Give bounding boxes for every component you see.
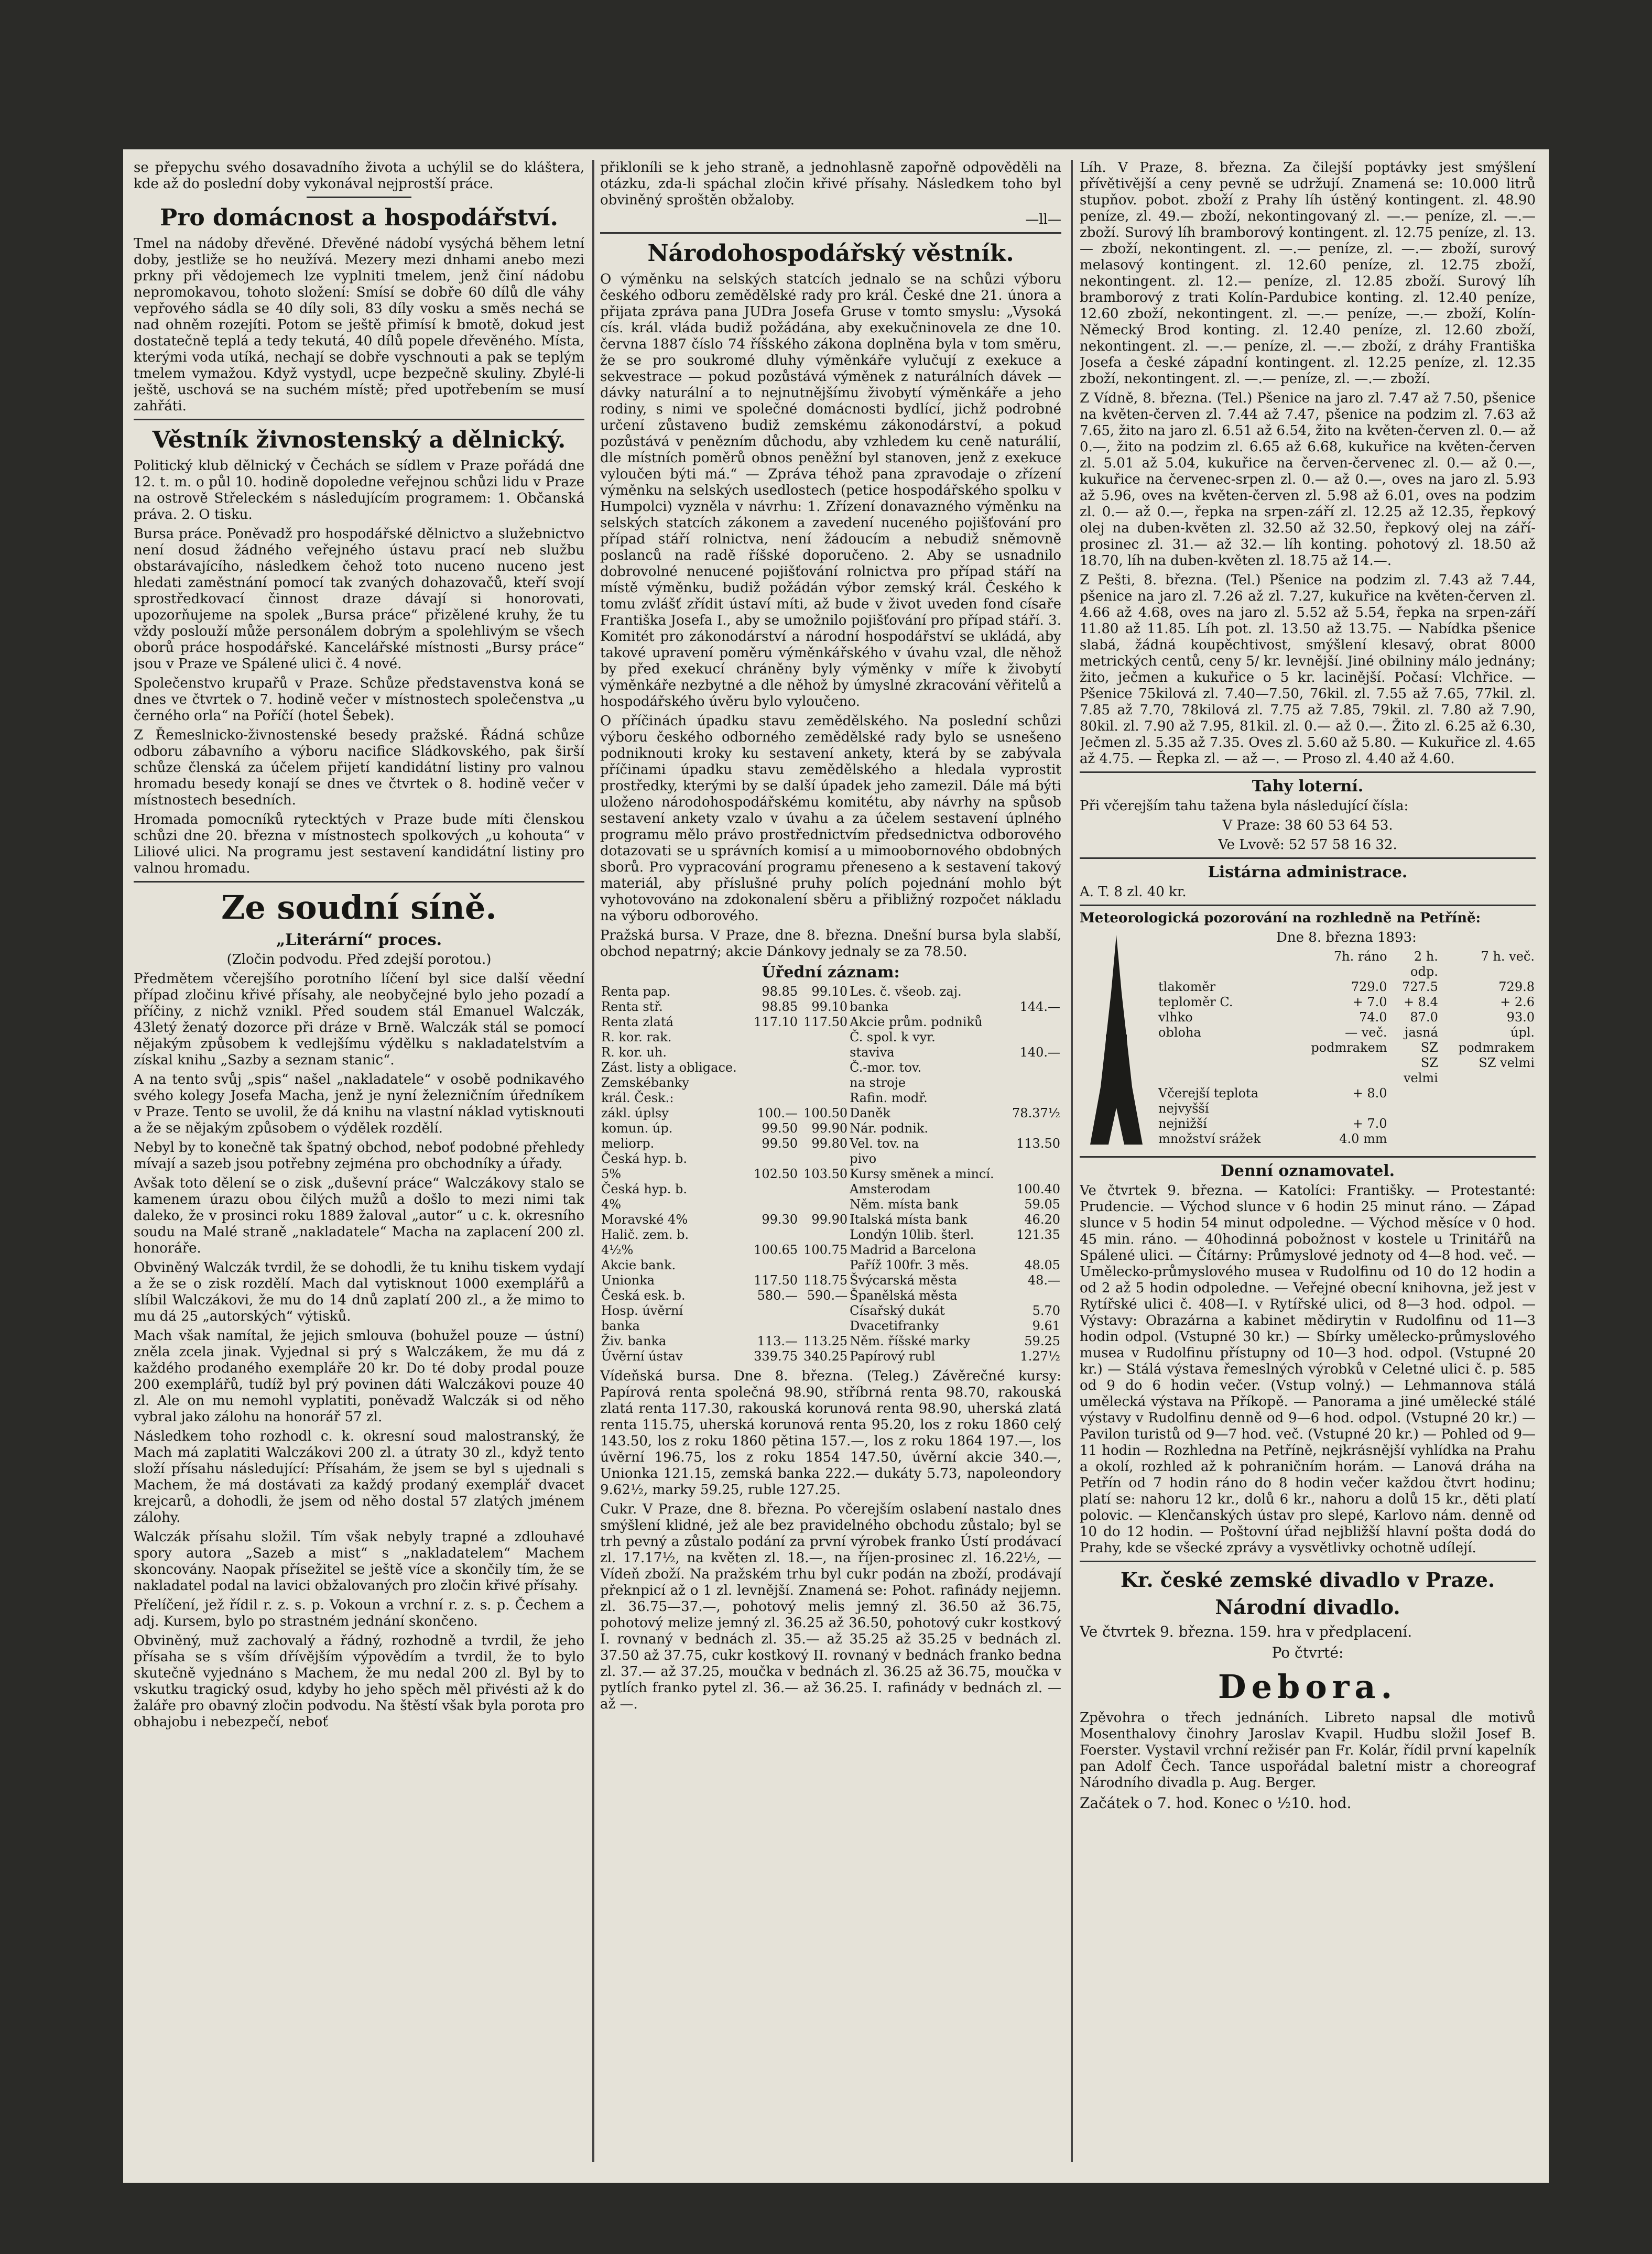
table-row (600, 1319, 1061, 1334)
table-cell: 59.05 (1024, 1197, 1060, 1212)
table-cell: Les. č. všeob. zaj. (850, 984, 962, 999)
meteo-heading: Meteorologická pozorování na rozhledně na Petříně: (1080, 910, 1481, 926)
table-row (600, 1288, 1061, 1303)
table-cell: 117.50 (754, 1273, 798, 1288)
article-cukr: Cukr. V Praze, dne 8. března. Po včerejším oslabení nastalo dnes smýšlení klidné, jež ale bez pravidelného obchodu zůstalo; byl se trh pevný a zůstalo podání za první výrobek franko Ústí prodávací zl. 17.17½, na květen zl. 18.—, na říjen-prosinec zl. 16.22½, — Vídeň zboží. Na pražském trhu byl cukr podán na zboží, prodávají překnpicí až o 1 zl. levnější. Znamená se: Pohot. rafinády nejjemn. zl. 36.75—37.—, pohotový melis jemný zl. 36.50 až 36.75, pohotový melize jemný zl. 36.25 až 36.50, pohotový cukr kostkový I. rovnaný v bednách zl. 35.— až 35.25 až 35.25 v bednách zl. 37.50 až 37.75, cukr kostkový II. rovnaný v bednách franko bedna zl. 37.— až 37.25, moučka v bednách zl. 36.25 až 36.75, moučka v pytlích franko pytel zl. 36.— až 36.25. I. rafinády v bednách zl. — až —. (600, 1501, 1061, 1712)
table-cell (799, 1319, 849, 1334)
article-continuation: přikloníli se k jeho straně, a jednohlasně zapořně odpověděli na otázku, zda-li spáchal zločin křivé přísahy. Následkem toho byl obviněný sproštěn obžaloby. (600, 160, 1061, 208)
table-cell: tlakoměr (1158, 979, 1216, 994)
table-cell: množství srážek (1158, 1131, 1261, 1146)
proces-paragraph: Walczák přísahu složil. Tím však nebyly trapné a zdlouhavé spory autora „Sazeb a mist“ s „nakladatelem“ Machem skoncovány. Naopak přísežitel se ještě více a skončily tím, že se nakladatel podal na lavici obžalovaných pro zločin křivé přísahy. (134, 1529, 584, 1594)
table-cell: na stroje (850, 1075, 906, 1090)
table-cell: + 8.4 (1403, 995, 1438, 1009)
table-cell: 99.50 (762, 1121, 798, 1136)
table-cell: Něm. říšské marky (850, 1334, 971, 1348)
table-cell: 144.— (1019, 999, 1060, 1014)
table-cell: 93.0 (1506, 1010, 1535, 1025)
table-cell: 100.40 (1016, 1182, 1060, 1196)
table-row (600, 1030, 1061, 1045)
table-row (1157, 1010, 1536, 1025)
column-middle (600, 160, 1061, 1716)
table-cell: Akcie bank. (601, 1258, 676, 1272)
table-cell: 113.50 (1016, 1136, 1060, 1151)
table-cell: Včerejší teplota nejvyšší (1158, 1086, 1259, 1116)
table-cell (799, 1030, 849, 1045)
table-cell (1007, 1015, 1061, 1030)
table-cell: 1.27½ (1020, 1349, 1060, 1364)
divider (600, 232, 1061, 234)
table-cell: Hosp. úvěrní (601, 1303, 683, 1318)
proces-paragraph: Přelíčení, jež řídil r. z. s. p. Vokoun a vrchní r. z. s. p. Čechem a adj. Kursem, bylo po strastném jednání skončeno. (134, 1597, 584, 1629)
table-cell (799, 1197, 849, 1212)
table-cell: 46.20 (1024, 1212, 1060, 1227)
table-cell (749, 1030, 799, 1045)
proces-paragraph: Předmětem včerejšího porotního líčení byl sice další věední případ zločinu křivé přísahy, ale neobyčejné bylo jeho pozadí a příčiny, z nichž vznikl. Před soudem stál Emanuel Walczák, 43letý ženatý dozorce při dráze v Brně. Walczák stál se pomocí nějakým způsobem k vedlejšímu výdělku s nakladatelstvím a získal knihu „Sazby a seznam stanic“. (134, 971, 584, 1068)
section-heading-listarna: Listárna administrace. (1208, 863, 1408, 881)
table-heading-uredni: Úřední záznam: (762, 963, 900, 982)
article-bursa-prace: Bursa práce. Poněvadž pro hospodářské dělnictvo a služebnictvo není dosud žádného veřejného ústavu prací neb službu obstarávajícího, následkem čehož toto nuceno nuceno jest hledati zaměstnání pomocí tak zvaných dohazovačů, kteří svojí sprostředkovací činnost draze dávají si honorovati, upozorňujeme na spolek „Bursa práce“ přizělené kruhy, že tu vždy poslouží může personálem dobrým a spolehlivým se všech oborů práce hospodářské. Kancelářské místnosti „Bursy práce“ jsou v Praze ve Spálené ulici č. 4 nové. (134, 526, 584, 672)
table-cell: Unionka (601, 1273, 655, 1288)
table-cell (799, 1075, 849, 1091)
column-divider (1071, 160, 1073, 2162)
table-cell: + 2.6 (1500, 995, 1535, 1009)
table-cell: Italská místa bank (850, 1212, 968, 1227)
theatre-performance-number: Po čtvrté: (1271, 1644, 1344, 1661)
table-cell (749, 1151, 799, 1167)
table-cell: Renta pap. (601, 984, 670, 999)
article-besedy: Z Řemeslnicko-živnostenské besedy pražské. Řádná schůze odboru zábavního a výboru nacifice Sládkovského, pak širší schůze členská za účelem přijetí kandidátní listiny pro valnou hromadu besedy konají se dnes ve čtvrtek o 8. hodině večer v místnostech besedních. (134, 727, 584, 808)
table-cell: banka (601, 1319, 640, 1333)
table-cell: 78.37½ (1012, 1106, 1060, 1120)
table-cell: Madrid a Barcelona (850, 1243, 976, 1257)
article-viden: Z Vídně, 8. března. (Tel.) Pšenice na jaro zl. 7.47 až 7.50, pšenice na květen-červen zl. 7.44 až 7.47, pšenice na podzim zl. 7.63 až 7.65, žito na jaro zl. 6.51 až 6.54, žito na květen-červen zl. 0.— až 0.—, žito na podzim zl. 6.65 až 6.68, kukuřice na květen-červen zl. 5.01 až 5.04, kukuřice na červen-červenec zl. 0.— až 0.—, kukuřice na červenec-srpen zl. 0.— až 0.—, oves na jaro zl. 5.93 až 5.96, oves na květen-červen zl. 5.98 až 6.01, oves na podzim zl. 0.— až 0.—, řepka na srpen-září zl. 12.25 až 12.35, řepkový olej na duben-květen zl. 32.50 až 32.50, řepkový olej na září-prosinec zl. 31.— až 32.— líh konting. pohotový zl. 18.50 až 18.70, líh na duben-květen zl. 18.75 až 14.—. (1080, 390, 1536, 569)
table-cell: staviva (850, 1045, 895, 1060)
table-row (1157, 949, 1536, 979)
table-cell (1388, 1116, 1439, 1131)
theatre-subheading: Národní divadlo. (1215, 1595, 1400, 1619)
table-cell: komun. úp. (601, 1121, 673, 1136)
column-left (134, 160, 584, 1734)
table-cell (749, 1319, 799, 1334)
table-cell: 4½% (601, 1243, 634, 1257)
meteo-box (1080, 930, 1536, 1152)
column-right (1080, 160, 1536, 1815)
table-row (1157, 995, 1536, 1010)
table-cell: 5.70 (1032, 1303, 1060, 1318)
table-cell: Císařský dukát (850, 1303, 945, 1318)
table-cell (1157, 1055, 1280, 1086)
table-cell: 100.— (757, 1106, 798, 1120)
table-row (600, 1121, 1061, 1136)
opera-times: Začátek o 7. hod. Konec o ½10. hod. (1080, 1794, 1352, 1812)
table-cell (1007, 1121, 1061, 1136)
section-heading-narodohospodarsky: Národohospodářský věstník. (647, 240, 1014, 267)
table-cell: 729.0 (1351, 979, 1387, 994)
table-cell: 100.65 (754, 1243, 798, 1257)
table-cell (749, 1045, 799, 1060)
table-cell: Halič. zem. b. (601, 1227, 689, 1242)
table-row (1157, 1086, 1536, 1116)
table-row (600, 1045, 1061, 1060)
table-row (600, 1212, 1061, 1227)
table-cell: 48.05 (1024, 1258, 1060, 1272)
proces-paragraph: Mach však namítal, že jejich smlouva (bohužel pouze — ústní) zněla zcela jinak. Vyjednal si prý s Walczákem, že mu dá z každého prodaného exempláře 20 kr. Do té doby prodal pouze 200 exemplářů, tudíž byl prý povinen dáti Walczákovi pouze 40 zl. Ale on mu nemohl vyplatiti, poněvadž Walczák si od něho vybral jako zálohu na honorář 57 zl. (134, 1328, 584, 1425)
table-cell: 59.25 (1024, 1334, 1060, 1348)
table-cell: Zást. listy a obligace. (601, 1060, 737, 1075)
newspaper-page (123, 149, 1549, 2183)
table-cell: 590.— (807, 1288, 848, 1303)
section-heading-domacnost: Pro domácnost a hospodářství. (160, 204, 558, 231)
table-row (1157, 1055, 1536, 1086)
table-cell: 48.— (1027, 1273, 1060, 1288)
table-row (1157, 1116, 1536, 1131)
table-cell (749, 1182, 799, 1197)
table-cell: 121.35 (1016, 1227, 1060, 1242)
article-videnska-bursa: Vídeňská bursa. Dne 8. března. (Teleg.) Závěrečné kursy: Papírová renta společná 98.90, stříbrná renta 98.70, rakouská zlatá renta 117.30, rakouská korunová renta 98.90, uherská zlatá renta 115.75, uherská korunová renta 95.20, los z roku 1860 celý 143.50, los z roku 1860 pětina 157.—, los z roku 1864 197.—, los úvěrní 196.75, los z roku 1854 147.50, úvěrní akcie 340.—, Unionka 121.15, zemská banka 222.— dukáty 5.73, napoleondory 9.62½, marky 59.25, ruble 127.25. (600, 1368, 1061, 1498)
table-cell: Rafin. modř. (850, 1091, 928, 1105)
table-cell: 99.90 (811, 1212, 848, 1227)
divider (1080, 1156, 1536, 1158)
table-cell: Zemskébanky (601, 1075, 689, 1090)
table-cell: Úvěrní ústav (601, 1349, 683, 1364)
table-cell: Nár. podnik. (850, 1121, 929, 1136)
table-cell: Renta zlatá (601, 1015, 673, 1029)
table-cell: Akcie prům. podniků (850, 1015, 983, 1029)
table-cell: 340.25 (803, 1349, 848, 1364)
table-cell: banka (850, 999, 889, 1014)
table-row (600, 1015, 1061, 1030)
opera-description: Zpěvohra o třech jednáních. Libreto napsal dle motivů Mosenthalovy činohry Jaroslav Kvapil. Hudbu složil Josef B. Foerster. Vystavil vrchní režisér pan Fr. Kolár, řídil první kapelník pan Adolf Čech. Tance uspořádal baletní mistr a choreograf Národního divadla p. Aug. Berger. (1080, 1710, 1536, 1791)
table-row (600, 1243, 1061, 1258)
table-cell (799, 1182, 849, 1197)
table-cell: 102.50 (754, 1167, 798, 1181)
theatre-date: Ve čtvrtek 9. března. 159. hra v předplacení. (1080, 1623, 1412, 1640)
table-cell: Č.-mor. tov. (850, 1060, 922, 1075)
table-cell: meliorp. (601, 1136, 655, 1151)
article-pest: Z Pešti, 8. března. (Tel.) Pšenice na podzim zl. 7.43 až 7.44, pšenice na jaro zl. 7.26 až zl. 7.27, kukuřice na květen-červen zl. 4.66 až 4.68, oves na jaro zl. 5.52 až 5.54, řepka na srpen-září 11.80 až 11.85. Líh pot. zl. 13.50 až 13.75. — Nabídka pšenice slabá, žádná koupěchtivost, smýšlení klesavý, obrat 8000 metrických centů, ceny 5/ kr. levnější. Jiné obilniny málo jednány; žito, ječmen a kukuřice o 5 kr. lacinější. Počasí: Vlchřice. — Pšenice 75kilová zl. 7.40—7.50, 76kil. zl. 7.55 až 7.65, 77kil. zl. 7.85 až 7.70, 78kilová zl. 7.75 až 7.85, 79kil. zl. 7.80 až 7.90, 80kil. zl. 7.90 až 7.95, 81kil. zl. 0.— až 0.—. Žito zl. 6.25 až 6.30, Ječmen zl. 5.35 až 7.35. Oves zl. 5.60 až 5.80. — Kukuřice zl. 4.65 až 4.75. — Řepka zl. — až —. — Proso zl. 4.40 až 4.60. (1080, 572, 1536, 767)
table-cell: vlhko (1158, 1010, 1193, 1025)
table-cell: Švýcarská města (850, 1273, 957, 1288)
table-row (600, 1091, 1061, 1106)
article-upadek: O příčinách úpadku stavu zemědělského. Na poslední schůzi výboru českého odborného zemědělské rady bylo se usnešeno podniknouti kroky ku sestavení ankety, která by se zabývala příčinami úpadku stavu zemědělského a hledala vyprostit prostředky, kterými by se další úpadek jeho zamezil. Dále má býti uloženo národohospodářskému komitétu, aby návrhy na spůsob sestavení ankety vzalo v úvahu a za účelem sestavení úplného programu mělo právo prostřednictvím předsednictva odborového dotazovati se u správních komisí a u mimoobornového obdobných sborů. Pro vypracování programu přeneseno a k sestavení takový materiál, aby příslušné pruhy polích pojednání mohlo být vyhotovováno na zdokonalení sběru a přibližný rozpočet nákladu na výboru odborového. (600, 713, 1061, 924)
divider (134, 881, 584, 883)
tahy-intro: Při včerejším tahu tažena byla následující čísla: (1080, 798, 1409, 814)
divider (1080, 1561, 1536, 1562)
table-cell: 118.75 (803, 1273, 848, 1288)
table-row (600, 1167, 1061, 1182)
article-title-proces: „Literární“ proces. (276, 931, 442, 949)
table-cell (1007, 984, 1061, 999)
proces-paragraph: Obviněný, muž zachovalý a řádný, rozhodně a tvrdil, že jeho přísaha se s vším dřívějším výpovědím a tvrdil, že to bylo skutečně vyjednáno s Machem, že mu nedal 200 zl. Byl by to vskutku tragický osud, kdyby ho jeho spěch měl přivésti až k do žaláře pro obavný zločin podvodu. Na štěstí však byla porota pro obhajobu i nebezpečí, neboť (134, 1633, 584, 1730)
table-cell: 9.61 (1032, 1319, 1060, 1333)
table-cell: 113.— (757, 1334, 798, 1348)
table-cell: Česká hyp. b. (601, 1182, 687, 1196)
table-cell: Č. spol. k vyr. (850, 1030, 936, 1044)
table-cell: 99.50 (762, 1136, 798, 1151)
table-cell (1007, 1243, 1061, 1258)
table-cell: 99.10 (811, 999, 848, 1014)
table-row (600, 1349, 1061, 1364)
table-cell: + 7.0 (1352, 1116, 1387, 1131)
table-cell: Papírový rubl (850, 1349, 936, 1364)
table-cell: král. Česk.: (601, 1091, 674, 1105)
section-heading-denni: Denní oznamovatel. (1220, 1162, 1395, 1180)
table-cell: 140.— (1019, 1045, 1060, 1060)
table-cell: 113.25 (803, 1334, 848, 1348)
table-cell (749, 1258, 799, 1273)
table-cell: 580.— (757, 1288, 798, 1303)
table-cell: Něm. místa bank (850, 1197, 959, 1212)
table-cell (1439, 1116, 1536, 1131)
divider (1080, 771, 1536, 773)
table-row (1157, 1025, 1536, 1055)
article-signature: —ll— (1025, 212, 1061, 227)
table-cell (799, 1091, 849, 1106)
column-divider (592, 160, 594, 2162)
exchange-table (600, 984, 1061, 1364)
proces-paragraph: Nebyl by to konečně tak špatný obchod, neboť podobné přehledy mívají a sazeb jsou potřebny zejména pro obchodníky a úřady. (134, 1140, 584, 1172)
table-row (600, 1197, 1061, 1212)
divider (1080, 905, 1536, 906)
table-cell: 727.5 (1402, 979, 1438, 994)
table-cell: nejnižší (1158, 1116, 1207, 1131)
table-cell (799, 1227, 849, 1243)
table-cell: zákl. úplsy (601, 1106, 669, 1120)
table-cell (1007, 1060, 1061, 1075)
table-cell: Renta stř. (601, 999, 663, 1014)
article-prazska-bursa: Pražská bursa. V Praze, dne 8. března. Dnešní bursa byla slabší, obchod nepatrný; akcie Dánkovy jednaly se za 78.50. (600, 928, 1061, 960)
divider (307, 197, 411, 198)
table-cell: 99.30 (762, 1212, 798, 1227)
table-row (600, 1075, 1061, 1091)
table-row (600, 999, 1061, 1015)
table-cell: Česká hyp. b. (601, 1151, 687, 1166)
table-cell (1439, 1131, 1536, 1147)
table-cell: pivo (850, 1151, 877, 1166)
table-row (600, 984, 1061, 999)
table-cell: 117.50 (803, 1015, 848, 1029)
table-row (600, 1334, 1061, 1349)
divider (1080, 857, 1536, 859)
table-cell: 99.90 (811, 1121, 848, 1136)
table-row (600, 1060, 1061, 1075)
table-cell: 99.10 (811, 984, 848, 999)
table-cell: Česká esk. b. (601, 1288, 686, 1303)
table-cell: + 8.0 (1352, 1086, 1387, 1101)
table-cell: R. kor. rak. (601, 1030, 672, 1044)
table-cell: 100.50 (803, 1106, 848, 1120)
section-heading-tahy: Tahy loterní. (1252, 777, 1364, 796)
table-row (600, 1273, 1061, 1288)
table-cell (1388, 1086, 1439, 1116)
table-row (600, 1303, 1061, 1319)
table-row (600, 1151, 1061, 1167)
table-cell: 2 h. odp. (1410, 949, 1438, 979)
table-cell (799, 1303, 849, 1319)
article-krupari: Společenstvo krupařů v Praze. Schůze představenstva koná se dnes ve čtvrtek o 7. hodině večer v místnostech společenstva „u černého orla“ na Poříčí (hotel Šebek). (134, 676, 584, 724)
article-subtitle-proces: (Zločin podvodu. Před zdejší porotou.) (226, 952, 492, 967)
section-heading-soudni: Ze soudní síně. (221, 888, 497, 927)
table-cell: obloha (1158, 1025, 1201, 1040)
section-heading-vestnik: Věstník živnostenský a dělnický. (152, 427, 566, 453)
table-cell: + 7.0 (1352, 995, 1387, 1009)
table-cell (749, 1060, 799, 1075)
table-cell: 98.85 (762, 984, 798, 999)
article-lih: Líh. V Praze, 8. března. Za čilejší poptávky jest smýšlení přívětivější a ceny pevně se udržují. Znamená se: 10.000 litrů stupňov. pobot. zboží z Prahy líh ústěný kontingent. zl. 48.90 peníze, zl. 49.— zboží, nekontingovaný zl. —.— peníze, zl. —.— zboží. Surový líh bramborový kontingent. zl. 12.75 peníze, zl. 13.— zboží, nekontingent. zl. —.— peníze, zl. —.— zboží, surový melasový kontingent. zl. 12.60 peníze, zl. 12.75 zboží, nekontingent. zl. 12.— peníze, zl. 12.85 zboží. Surový líh bramborový z trati Kolín-Pardubice konting. zl. 12.40 peníze, 12.60 zboží, nekontingent. zl. —.— peníze, —.— zboží, Kolín-Německý Brod konting. zl. 12.40 peníze, zl. 12.60 zboží, nekontingent. zl. —.— peníze, zl. —.— zboží, z dráhy Františka Josefa a české západní kontingent. zl. 12.25 peníze, zl. 12.35 zboží, nekontingent. zl. —.— peníze, zl. —.— zboží. (1080, 160, 1536, 387)
table-row (1157, 1131, 1536, 1147)
tahy-praha: V Praze: 38 60 53 64 53. (1222, 818, 1393, 833)
table-cell: 99.80 (811, 1136, 848, 1151)
proces-paragraph: Následkem toho rozhodl c. k. okresní soud malostranský, že Mach má zaplatiti Walczákovi 200 zl. a útraty 30 zl., když tento složí přísahu následující: Přísahám, že jsem se byl s ujednali s Machem, že má dostávati za každý prodaný exemplář dvacet krejcarů, a dohodli, že jsem od něho dostal 57 zlatých jménem zálohy. (134, 1429, 584, 1526)
table-cell (749, 1227, 799, 1243)
meteo-table (1157, 949, 1536, 1147)
article-tmel: Tmel na nádoby dřevěné. Dřevěné nádobí vysýchá během letní doby, jestliže se ho neužívá. Mezery mezi dnhami anebo mezi prkny při vědojemech lze vyplniti tmelem, jenž činí nádobu nepromokavou, tohoto složení: Smísí se dobře 60 dílů dle váhy vepřového sádla se 40 díly soli, 83 díly vosku a směs nechá se nad ohněm rozejíti. Potom se ještě přimísí k bmotě, dokud jest dostatečně teplá a tedy tekutá, 40 dílů popele dřevěného. Místa, kterými voda utíká, nechají se dobře vyschnouti a pak se teplým tmelem vymažou. Když vystydl, ucpe bezpečně skuliny. Zbylé-li ještě, uschová se na suchém místě; před upotřebením se musí zahřáti. (134, 236, 584, 414)
table-cell (799, 1060, 849, 1075)
tahy-lvov: Ve Lvově: 52 57 58 16 32. (1218, 837, 1397, 853)
table-cell (1007, 1075, 1061, 1091)
table-cell: úpl. podmrakem (1458, 1025, 1535, 1055)
table-cell (1007, 1288, 1061, 1303)
table-cell: 729.8 (1498, 979, 1535, 994)
article-hromada: Hromada pomocníků rytecktých v Praze bude míti členskou schůzi dne 20. března v místnostech spolkových „u kohouta“ v Liliové ulici. Na programu jest sestavení kandidátní listiny pro valnou hromadu. (134, 812, 584, 876)
table-cell (1007, 1030, 1061, 1045)
table-cell: 74.0 (1359, 1010, 1387, 1025)
table-cell: 100.75 (803, 1243, 848, 1257)
proces-paragraph: Avšak toto dělení se o zisk „duševní práce“ Walczákovy stalo se kamenem úrazu obou čilých mužů a došlo to mezi nimi tak daleko, že v prosinci roku 1889 žaloval „autor“ u c. k. okresního soudu na Malé straně „nakladatele“ Macha na zaplacení 200 zl. honoráře. (134, 1175, 584, 1256)
table-cell: Vel. tov. na (850, 1136, 919, 1151)
table-cell: 4.0 mm (1339, 1131, 1387, 1146)
table-cell (799, 1258, 849, 1273)
petrin-tower-illustration (1080, 930, 1153, 1152)
table-cell: 87.0 (1410, 1010, 1438, 1025)
table-cell (1157, 949, 1280, 979)
table-cell (749, 1091, 799, 1106)
divider (134, 419, 584, 420)
table-cell (749, 1303, 799, 1319)
table-cell: R. kor. uh. (601, 1045, 667, 1060)
table-cell: 7 h. več. (1481, 949, 1535, 964)
table-cell (1007, 1167, 1061, 1182)
table-cell (799, 1045, 849, 1060)
table-cell: 103.50 (803, 1167, 848, 1181)
table-cell: 98.85 (762, 999, 798, 1014)
table-cell: Londýn 10lib. šterl. (850, 1227, 974, 1242)
table-cell (1439, 1086, 1536, 1116)
table-cell: Daněk (850, 1106, 890, 1120)
article-vymenek: O výměnku na selských statcích jednalo se na schůzi výboru českého odboru zemědělské rady pro král. České dne 21. února a přijata zpráva pana JUDra Josefa Gruse v tomto smyslu: „Vysoká cís. král. vláda budiž požádána, aby exekučninovela ze dne 10. června 1887 číslo 74 říšského zákona doplněna byla v tom směru, že se pro soukromé dluhy výměnkáře vylučují z exekuce a sekvestrace — pokud pozůstává výměnek z naturálních dávek — dávky naturální a to nejnutnějšímu živobytí výměnkáře a jeho rodiny, s nimi ve společné domácnosti bydlící, jichž podrobné určení zůstaveno budiž zemskému zákonodárství, a pokud pozůstává v penězním důchodu, aby vzhledem ku ceně naturálií, dle místních poměrů obnos peněžní byl stanoven, jenž z exekuce vyloučen býti má.“ — Zpráva téhož pana zpravodaje o zřízení výměnku na selských usedlostech (petice hospodářského spolku v Humpolci) vyzněla v návrhu: 1. Zřízení donavazného výměnku na selských statcích zákonem a zavedení nuceného pojišťování pro případ stáří rolnictva, není žádoucím a nebudiž sněmovně poslanců na radě říšské doporučeno. 2. Aby se usnadnilo dobrovolné nenucené pojišťování rolnictva pro případ stáří na místě výměnku, budiž požádán výbor zemský král. Českého k tomu zvlášť zřídit ústaví míti, až bude v život uveden fond císaře Františka Josefa I., aby se umožnilo pojišťování pro případ stáří. 3. Komitét pro zákonodárství a národní hospodářství se ukládá, aby takové upravení poměru výměnkářského v úvahu vzal, dle něhož by před exekucí chráněny byly výměnky v míře k živobytí výměnkáře nezbytné a dle něhož by úmyslné zkracování věřitelů a hospodářského úvěru bylo vyloučeno. (600, 271, 1061, 710)
table-cell: 339.75 (754, 1349, 798, 1364)
table-row (600, 1106, 1061, 1121)
table-row (600, 1258, 1061, 1273)
table-cell: Paříž 100fr. 3 měs. (850, 1258, 969, 1272)
table-cell (1007, 1091, 1061, 1106)
article-klub: Politický klub dělnický v Čechách se sídlem v Praze pořádá dne 12. t. m. o půl 10. hodině dopoledne veřejnou schůzi lidu v Praze na ostrově Střeleckém s následujícím programem: 1. Občanská práva. 2. O tisku. (134, 458, 584, 522)
table-row (600, 1227, 1061, 1243)
table-cell (1280, 1055, 1388, 1086)
listarna-text: A. T. 8 zl. 40 kr. (1080, 884, 1187, 900)
intro-paragraph: se přepychu svého dosavadního života a uchýlil se do kláštera, kde až do poslední doby vykonával nejprostší práce. (134, 160, 584, 192)
meteo-date: Dne 8. března 1893: (1276, 930, 1417, 945)
table-cell: Španělská města (850, 1288, 958, 1303)
table-cell (749, 1197, 799, 1212)
table-cell: Amsterodam (850, 1182, 931, 1196)
table-cell: SZ velmi (1403, 1055, 1438, 1085)
table-cell: jasná SZ (1405, 1025, 1438, 1055)
table-cell (749, 1075, 799, 1091)
proces-paragraph: Obviněný Walczák tvrdil, že se dohodli, že tu knihu tiskem vydají a že se o zisk rozdělí. Mach dal vytisknout 1000 exemplářů a slíbil Walczákovi, že mu do 14 dnů zaplatí 200 zl., a že mimo to mu dá 25 „autorských“ výtisků. (134, 1260, 584, 1324)
table-cell: Moravské 4% (601, 1212, 688, 1227)
table-cell (799, 1151, 849, 1167)
opera-title: Debora. (1218, 1668, 1398, 1706)
proces-paragraph: A na tento svůj „spis“ našel „nakladatele“ v osobě podnikavého svého kolegy Josefa Macha, jenž je nyní železničním úředníkem v Praze. Tento se uvolil, že dá knihu na vlastní náklad vytisknouti a že se nějakým způsobem o výdělek rozdělí. (134, 1072, 584, 1136)
table-cell: Dvacetifranky (850, 1319, 939, 1333)
theatre-heading: Kr. české zemské divadlo v Praze. (1120, 1568, 1495, 1592)
table-cell (1007, 1151, 1061, 1167)
table-cell: — več. podmrakem (1311, 1025, 1387, 1055)
table-row (1157, 979, 1536, 995)
table-cell: Kursy směnek a mincí. (850, 1167, 994, 1181)
table-cell (1388, 1131, 1439, 1147)
table-cell: 5% (601, 1167, 622, 1181)
denni-text: Ve čtvrtek 9. března. — Katolíci: Františky. — Protestanté: Prudencie. — Východ slunce v 6 hodin 25 minut ráno. — Západ slunce v 5 hodin 54 minut odpoledne. — Východ měsíce v 0 hod. 45 min. ráno. — 40hodinná pobožnost v kostele u Trinitářů na Spálené ulici. — Čítárny: Průmyslové jednoty od 4—8 hod. več. — Umělecko-průmyslového musea v Rudolfinu od 10 do 12 hodin a od 2 až 5 hodin odpoledne. — Veřejné obecní knihovna, jež jest v Rytířské ulici č. 408—I. v Rytířské ulici, od 8—3 hod. odpol. — Výstavy: Obrazárna a kabinet mědirytin v Rudolfinu od 11—3 hodin odpol. (Vstupné 30 kr.) — Sbírky umělecko-průmyslového musea v Rudolfinu přístupny od 10—3 hod. odpol. (Vstupné 20 kr.) — Stálá výstava řemeslných výrobků v Celetné ulici č. p. 585 od 9 do 6 hodin večer. (Vstup volný.) — Lehmannova stálá umělecká výstava na Příkopě. — Panorama a jiné umělecké stálé výstavy v Rudolfinu denně od 9—6 hod. odpol. (Vstupné 20 kr.) — Pavilon turistů od 9—7 hod. več. (Vstupné 20 kr.) — Pohled od 9—11 hodin — Rozhledna na Petříně, nejkrásnější vyhlídka na Prahu a okolí, rozhled až k pohraničním horám. — Lanová dráha na Petřín od 7 hodin ráno do 8 hodin večer každou čtvrt hodinu; platí se: nahoru 12 kr., dolů 6 kr., nahoru a dolů 15 kr., děti platí polovic. — Klenčanských ústav pro slepé, Karlovo nám. denně od 10 do 12 hodin. — Poštovní úřad nejbližší hlavní pošta dodá do Prahy, kde se všecké zprávy a vysvětlivky ochotně udílejí. (1080, 1183, 1536, 1556)
table-row (600, 1182, 1061, 1197)
table-cell: Živ. banka (601, 1334, 667, 1348)
table-cell: teploměr C. (1158, 995, 1233, 1009)
table-row (600, 1136, 1061, 1151)
table-cell: SZ velmi (1479, 1055, 1535, 1070)
table-cell: 7h. ráno (1333, 949, 1387, 964)
table-cell: 4% (601, 1197, 622, 1212)
table-cell: 117.10 (754, 1015, 798, 1029)
